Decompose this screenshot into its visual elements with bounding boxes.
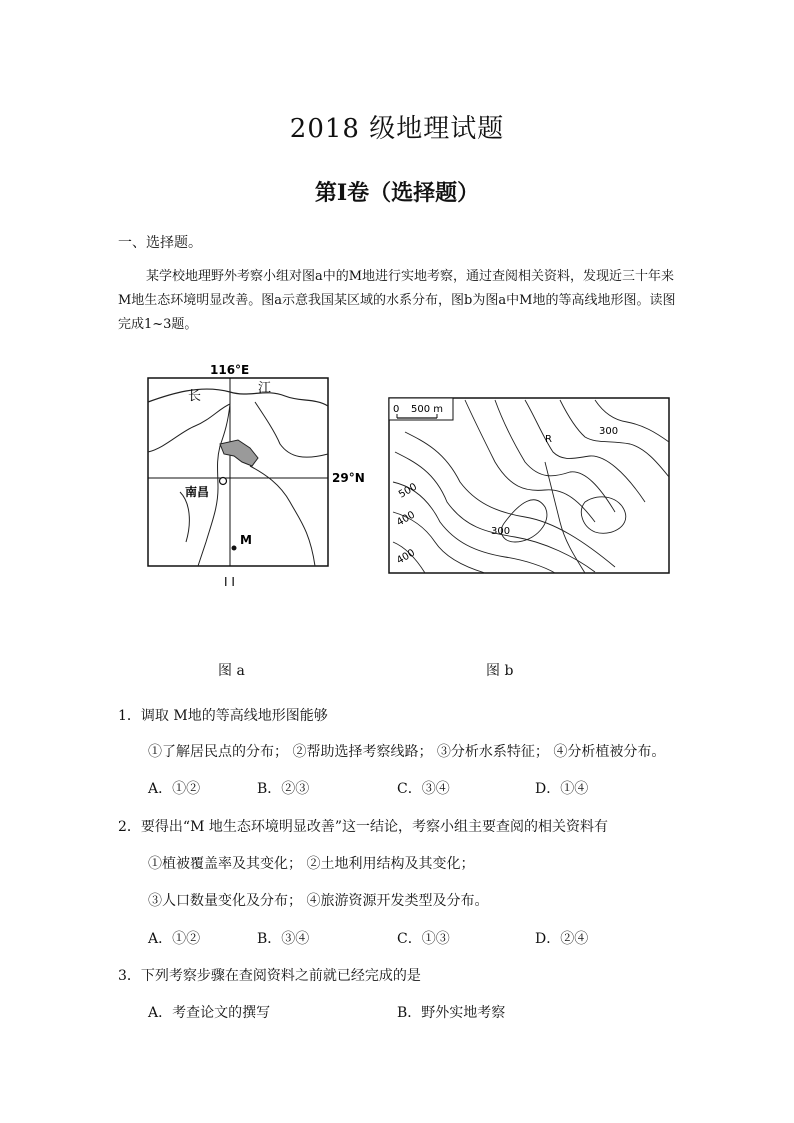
page-subtitle: 第Ⅰ卷（选择题） bbox=[314, 180, 480, 206]
question-1-line-1: ①了解居民点的分布； ②帮助选择考察线路； ③分析水系特征； ④分析植被分布。 bbox=[148, 744, 666, 760]
question-3-option-a: A．考查论文的撰写 bbox=[148, 1005, 271, 1021]
contour-label-300-mid: 300 bbox=[491, 526, 511, 537]
question-3-stem: 3．下列考察步骤在查阅资料之前就已经完成的是 bbox=[118, 968, 421, 984]
city-label: 南昌 bbox=[185, 485, 210, 499]
river-char-2: 江 bbox=[258, 381, 272, 396]
river-char-1: 长 bbox=[188, 389, 202, 404]
lon-label: 116°E bbox=[210, 363, 250, 377]
question-1-option-d: D．①④ bbox=[535, 781, 589, 797]
river-fu bbox=[250, 466, 315, 566]
m-point-marker bbox=[232, 546, 237, 551]
r-point-label: R bbox=[545, 434, 552, 445]
page-title: 2018 级地理试题 bbox=[289, 114, 505, 144]
contour-label-500: 500 bbox=[397, 481, 420, 501]
river-branch-west bbox=[148, 404, 230, 452]
map-sub-mark: I I bbox=[224, 575, 235, 589]
map-frame bbox=[148, 378, 328, 566]
question-1-stem: 1．调取 M地的等高线地形图能够 bbox=[118, 708, 328, 724]
question-1-option-c: C．③④ bbox=[397, 781, 450, 797]
question-2-line-1: ①植被覆盖率及其变化； ②土地利用结构及其变化； bbox=[148, 856, 475, 872]
m-point-label: M bbox=[240, 533, 252, 547]
question-2-option-c: C．①③ bbox=[397, 931, 450, 947]
contour-label-400-mid: 400 bbox=[395, 509, 418, 529]
contour-lines bbox=[393, 400, 669, 573]
figure-b-caption: 图 b bbox=[486, 663, 514, 679]
question-2-option-a: A．①② bbox=[148, 931, 201, 947]
scale-label: 500 m bbox=[411, 404, 444, 415]
question-3-option-b: B．野外实地考察 bbox=[397, 1005, 506, 1021]
intro-paragraph: 某学校地理野外考察小组对图a中的M地进行实地考察，通过查阅相关资料，发现近三十年来M地生态环境明显改善。图a示意我国某区域的水系分布，图b为图a中M地的等高线地形图。读图完成1~3题。 bbox=[118, 269, 676, 332]
section-label: 一、选择题。 bbox=[118, 235, 202, 251]
contour-label-300-top: 300 bbox=[599, 426, 619, 437]
figure-a-map bbox=[140, 362, 375, 597]
river-branch-east bbox=[255, 402, 328, 457]
nanchang-marker bbox=[220, 478, 227, 485]
figure-b-contour-map bbox=[385, 392, 675, 577]
river-small bbox=[180, 492, 189, 542]
scale-zero: 0 bbox=[393, 404, 400, 415]
question-1-option-b: B．②③ bbox=[257, 781, 310, 797]
question-2-option-b: B．③④ bbox=[257, 931, 310, 947]
question-2-line-2: ③人口数量变化及分布； ④旅游资源开发类型及分布。 bbox=[148, 893, 489, 909]
question-2-option-d: D．②④ bbox=[535, 931, 589, 947]
map-frame bbox=[389, 398, 669, 573]
figure-a-caption: 图 a bbox=[218, 663, 245, 679]
contour-label-400-bottom: 400 bbox=[395, 547, 418, 567]
question-1-option-a: A．①② bbox=[148, 781, 201, 797]
poyang-lake bbox=[220, 440, 258, 466]
river-yangtze bbox=[148, 389, 328, 406]
question-2-stem: 2．要得出“M 地生态环境明显改善”这一结论，考察小组主要查阅的相关资料有 bbox=[118, 819, 609, 835]
lat-label: 29°N bbox=[332, 471, 365, 485]
